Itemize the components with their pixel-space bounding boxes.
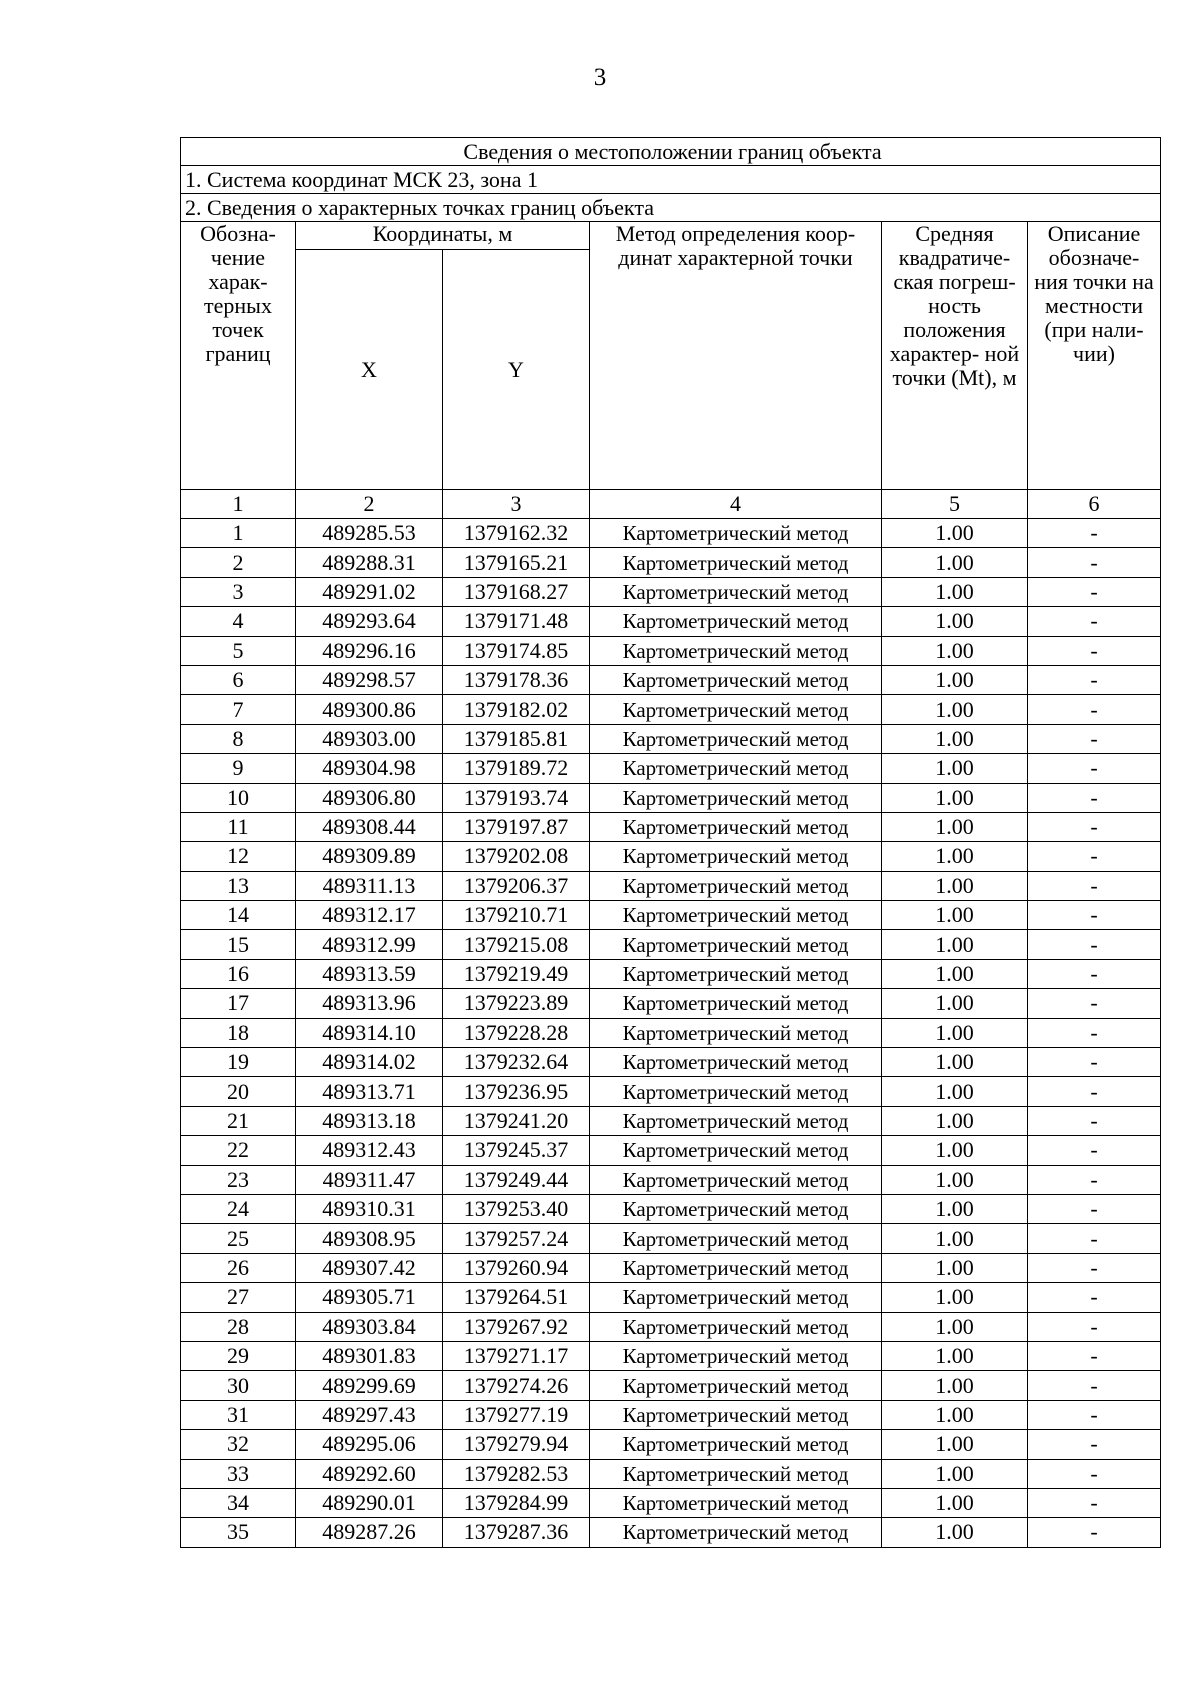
x-coordinate-cell: 489287.26 [296,1518,443,1547]
error-cell: 1.00 [882,1488,1028,1517]
x-coordinate-cell: 489313.71 [296,1077,443,1106]
error-cell: 1.00 [882,901,1028,930]
error-cell: 1.00 [882,1136,1028,1165]
y-coordinate-cell: 1379274.26 [443,1371,590,1400]
x-coordinate-cell: 489301.83 [296,1341,443,1370]
method-cell: Картометрический метод [590,1430,882,1459]
error-cell: 1.00 [882,930,1028,959]
error-cell: 1.00 [882,1430,1028,1459]
table-row [181,1488,1161,1517]
method-cell: Картометрический метод [590,1224,882,1253]
table-row [181,812,1161,841]
method-cell: Картометрический метод [590,1136,882,1165]
method-cell: Картометрический метод [590,1283,882,1312]
table-row [181,783,1161,812]
point-number-cell: 33 [181,1459,296,1488]
y-coordinate-cell: 1379282.53 [443,1459,590,1488]
point-number-cell: 31 [181,1400,296,1429]
column-number: 3 [443,490,590,519]
header-method: Метод определения коор- динат характерной точки [590,222,882,490]
x-coordinate-cell: 489314.10 [296,1018,443,1047]
error-cell: 1.00 [882,989,1028,1018]
y-coordinate-cell: 1379171.48 [443,607,590,636]
y-coordinate-cell: 1379241.20 [443,1106,590,1135]
y-coordinate-cell: 1379174.85 [443,636,590,665]
description-cell: - [1028,754,1161,783]
error-cell: 1.00 [882,1312,1028,1341]
error-cell: 1.00 [882,1518,1028,1547]
x-coordinate-cell: 489308.95 [296,1224,443,1253]
point-number-cell: 2 [181,548,296,577]
error-cell: 1.00 [882,1400,1028,1429]
column-number-row [181,490,1161,519]
characteristic-points-section-row: 2. Сведения о характерных точках границ объекта [181,194,1161,222]
description-cell: - [1028,871,1161,900]
point-number-cell: 21 [181,1106,296,1135]
table-row [181,695,1161,724]
description-cell: - [1028,1488,1161,1517]
column-number: 5 [882,490,1028,519]
table-row [181,1194,1161,1223]
x-coordinate-cell: 489313.96 [296,989,443,1018]
table-row [181,989,1161,1018]
error-cell: 1.00 [882,1106,1028,1135]
table-row [181,607,1161,636]
point-number-cell: 6 [181,665,296,694]
table-row [181,1312,1161,1341]
table-row [181,636,1161,665]
header-x: X [296,250,443,490]
description-cell: - [1028,1018,1161,1047]
method-cell: Картометрический метод [590,1048,882,1077]
method-cell: Картометрический метод [590,783,882,812]
x-coordinate-cell: 489313.18 [296,1106,443,1135]
table-row [181,1077,1161,1106]
point-number-cell: 17 [181,989,296,1018]
point-number-cell: 19 [181,1048,296,1077]
x-coordinate-cell: 489298.57 [296,665,443,694]
x-coordinate-cell: 489310.31 [296,1194,443,1223]
table-row [181,1341,1161,1370]
x-coordinate-cell: 489309.89 [296,842,443,871]
table-row [181,1224,1161,1253]
description-cell: - [1028,1400,1161,1429]
description-cell: - [1028,989,1161,1018]
point-number-cell: 12 [181,842,296,871]
y-coordinate-cell: 1379193.74 [443,783,590,812]
table-row [181,1400,1161,1429]
method-cell: Картометрический метод [590,519,882,548]
error-cell: 1.00 [882,1194,1028,1223]
point-number-cell: 9 [181,754,296,783]
description-cell: - [1028,695,1161,724]
y-coordinate-cell: 1379249.44 [443,1165,590,1194]
header-mean-square-error: Средняя квадратиче- ская погреш- ность положения характер- ной точки (Mt), м [882,222,1028,490]
table-row [181,724,1161,753]
column-number: 1 [181,490,296,519]
header-y: Y [443,250,590,490]
table-row [181,930,1161,959]
error-cell: 1.00 [882,1371,1028,1400]
y-coordinate-cell: 1379267.92 [443,1312,590,1341]
method-cell: Картометрический метод [590,1371,882,1400]
point-number-cell: 34 [181,1488,296,1517]
point-number-cell: 3 [181,577,296,606]
y-coordinate-cell: 1379206.37 [443,871,590,900]
y-coordinate-cell: 1379189.72 [443,754,590,783]
y-coordinate-cell: 1379215.08 [443,930,590,959]
table-row [181,1136,1161,1165]
header-description: Описание обозначе- ния точки на местности (при нали- чии) [1028,222,1161,490]
method-cell: Картометрический метод [590,607,882,636]
description-cell: - [1028,519,1161,548]
x-coordinate-cell: 489293.64 [296,607,443,636]
y-coordinate-cell: 1379178.36 [443,665,590,694]
column-number: 2 [296,490,443,519]
method-cell: Картометрический метод [590,1018,882,1047]
error-cell: 1.00 [882,607,1028,636]
table-row [181,754,1161,783]
table-row [181,1253,1161,1282]
x-coordinate-cell: 489288.31 [296,548,443,577]
header-coordinates: Координаты, м [296,222,590,250]
method-cell: Картометрический метод [590,1106,882,1135]
description-cell: - [1028,1165,1161,1194]
x-coordinate-cell: 489292.60 [296,1459,443,1488]
description-cell: - [1028,724,1161,753]
description-cell: - [1028,1518,1161,1547]
point-number-cell: 32 [181,1430,296,1459]
y-coordinate-cell: 1379232.64 [443,1048,590,1077]
error-cell: 1.00 [882,1165,1028,1194]
method-cell: Картометрический метод [590,901,882,930]
point-number-cell: 4 [181,607,296,636]
description-cell: - [1028,1283,1161,1312]
y-coordinate-cell: 1379264.51 [443,1283,590,1312]
boundary-points-table [180,137,1161,1548]
point-number-cell: 24 [181,1194,296,1223]
point-number-cell: 8 [181,724,296,753]
error-cell: 1.00 [882,1341,1028,1370]
header-point-designation: Обозна- чение харак- терных точек границ [181,222,296,490]
point-number-cell: 27 [181,1283,296,1312]
table-row [181,1371,1161,1400]
point-number-cell: 22 [181,1136,296,1165]
x-coordinate-cell: 489297.43 [296,1400,443,1429]
y-coordinate-cell: 1379260.94 [443,1253,590,1282]
description-cell: - [1028,783,1161,812]
y-coordinate-cell: 1379253.40 [443,1194,590,1223]
method-cell: Картометрический метод [590,1518,882,1547]
point-number-cell: 20 [181,1077,296,1106]
method-cell: Картометрический метод [590,695,882,724]
method-cell: Картометрический метод [590,989,882,1018]
method-cell: Картометрический метод [590,1312,882,1341]
x-coordinate-cell: 489305.71 [296,1283,443,1312]
description-cell: - [1028,959,1161,988]
description-cell: - [1028,1106,1161,1135]
x-coordinate-cell: 489314.02 [296,1048,443,1077]
table-row [181,1518,1161,1547]
table-row [181,1430,1161,1459]
description-cell: - [1028,1253,1161,1282]
error-cell: 1.00 [882,1077,1028,1106]
method-cell: Картометрический метод [590,930,882,959]
table-row [181,1283,1161,1312]
method-cell: Картометрический метод [590,959,882,988]
description-cell: - [1028,636,1161,665]
table-row [181,842,1161,871]
point-number-cell: 5 [181,636,296,665]
table-row [181,871,1161,900]
x-coordinate-cell: 489296.16 [296,636,443,665]
table-row [181,577,1161,606]
table-row [181,665,1161,694]
method-cell: Картометрический метод [590,754,882,783]
page-number: 3 [593,64,607,91]
y-coordinate-cell: 1379202.08 [443,842,590,871]
x-coordinate-cell: 489291.02 [296,577,443,606]
x-coordinate-cell: 489311.47 [296,1165,443,1194]
point-number-cell: 15 [181,930,296,959]
table-row [181,959,1161,988]
description-cell: - [1028,901,1161,930]
column-number: 4 [590,490,882,519]
x-coordinate-cell: 489312.43 [296,1136,443,1165]
y-coordinate-cell: 1379165.21 [443,548,590,577]
x-coordinate-cell: 489312.17 [296,901,443,930]
y-coordinate-cell: 1379271.17 [443,1341,590,1370]
x-coordinate-cell: 489311.13 [296,871,443,900]
error-cell: 1.00 [882,724,1028,753]
error-cell: 1.00 [882,1253,1028,1282]
error-cell: 1.00 [882,1283,1028,1312]
x-coordinate-cell: 489307.42 [296,1253,443,1282]
method-cell: Картометрический метод [590,548,882,577]
table-row [181,901,1161,930]
description-cell: - [1028,930,1161,959]
y-coordinate-cell: 1379279.94 [443,1430,590,1459]
y-coordinate-cell: 1379197.87 [443,812,590,841]
error-cell: 1.00 [882,548,1028,577]
y-coordinate-cell: 1379210.71 [443,901,590,930]
x-coordinate-cell: 489285.53 [296,519,443,548]
method-cell: Картометрический метод [590,1341,882,1370]
y-coordinate-cell: 1379182.02 [443,695,590,724]
y-coordinate-cell: 1379284.99 [443,1488,590,1517]
method-cell: Картометрический метод [590,842,882,871]
y-coordinate-cell: 1379219.49 [443,959,590,988]
x-coordinate-cell: 489304.98 [296,754,443,783]
point-number-cell: 23 [181,1165,296,1194]
x-coordinate-cell: 489312.99 [296,930,443,959]
point-number-cell: 28 [181,1312,296,1341]
coordinate-system-row: 1. Система координат МСК 23, зона 1 [181,166,1161,194]
description-cell: - [1028,1430,1161,1459]
table-row [181,1048,1161,1077]
x-coordinate-cell: 489290.01 [296,1488,443,1517]
description-cell: - [1028,665,1161,694]
y-coordinate-cell: 1379228.28 [443,1018,590,1047]
description-cell: - [1028,1077,1161,1106]
method-cell: Картометрический метод [590,577,882,606]
point-number-cell: 7 [181,695,296,724]
table-row [181,1165,1161,1194]
point-number-cell: 30 [181,1371,296,1400]
error-cell: 1.00 [882,812,1028,841]
point-number-cell: 14 [181,901,296,930]
method-cell: Картометрический метод [590,871,882,900]
error-cell: 1.00 [882,636,1028,665]
x-coordinate-cell: 489303.84 [296,1312,443,1341]
point-number-cell: 29 [181,1341,296,1370]
point-number-cell: 35 [181,1518,296,1547]
method-cell: Картометрический метод [590,1165,882,1194]
error-cell: 1.00 [882,1018,1028,1047]
error-cell: 1.00 [882,1224,1028,1253]
y-coordinate-cell: 1379287.36 [443,1518,590,1547]
y-coordinate-cell: 1379245.37 [443,1136,590,1165]
method-cell: Картометрический метод [590,665,882,694]
method-cell: Картометрический метод [590,1459,882,1488]
point-number-cell: 26 [181,1253,296,1282]
error-cell: 1.00 [882,959,1028,988]
x-coordinate-cell: 489313.59 [296,959,443,988]
table-row [181,1106,1161,1135]
y-coordinate-cell: 1379257.24 [443,1224,590,1253]
error-cell: 1.00 [882,665,1028,694]
method-cell: Картометрический метод [590,812,882,841]
point-number-cell: 11 [181,812,296,841]
error-cell: 1.00 [882,1048,1028,1077]
description-cell: - [1028,1341,1161,1370]
point-number-cell: 1 [181,519,296,548]
column-number: 6 [1028,490,1161,519]
point-number-cell: 18 [181,1018,296,1047]
y-coordinate-cell: 1379162.32 [443,519,590,548]
y-coordinate-cell: 1379223.89 [443,989,590,1018]
error-cell: 1.00 [882,842,1028,871]
y-coordinate-cell: 1379168.27 [443,577,590,606]
method-cell: Картометрический метод [590,1077,882,1106]
table-row [181,1459,1161,1488]
y-coordinate-cell: 1379277.19 [443,1400,590,1429]
x-coordinate-cell: 489299.69 [296,1371,443,1400]
x-coordinate-cell: 489308.44 [296,812,443,841]
description-cell: - [1028,1194,1161,1223]
description-cell: - [1028,842,1161,871]
y-coordinate-cell: 1379185.81 [443,724,590,753]
method-cell: Картометрический метод [590,1194,882,1223]
error-cell: 1.00 [882,871,1028,900]
x-coordinate-cell: 489306.80 [296,783,443,812]
error-cell: 1.00 [882,783,1028,812]
error-cell: 1.00 [882,519,1028,548]
method-cell: Картометрический метод [590,724,882,753]
x-coordinate-cell: 489303.00 [296,724,443,753]
point-number-cell: 16 [181,959,296,988]
description-cell: - [1028,577,1161,606]
x-coordinate-cell: 489300.86 [296,695,443,724]
table-row [181,548,1161,577]
table-row [181,1018,1161,1047]
error-cell: 1.00 [882,695,1028,724]
point-number-cell: 10 [181,783,296,812]
description-cell: - [1028,548,1161,577]
method-cell: Картометрический метод [590,1488,882,1517]
description-cell: - [1028,812,1161,841]
x-coordinate-cell: 489295.06 [296,1430,443,1459]
error-cell: 1.00 [882,1459,1028,1488]
description-cell: - [1028,1459,1161,1488]
table-title: Сведения о местоположении границ объекта [181,138,1161,166]
description-cell: - [1028,1312,1161,1341]
table-row [181,519,1161,548]
description-cell: - [1028,607,1161,636]
description-cell: - [1028,1224,1161,1253]
point-number-cell: 25 [181,1224,296,1253]
error-cell: 1.00 [882,754,1028,783]
description-cell: - [1028,1371,1161,1400]
method-cell: Картометрический метод [590,1400,882,1429]
method-cell: Картометрический метод [590,636,882,665]
description-cell: - [1028,1136,1161,1165]
point-number-cell: 13 [181,871,296,900]
description-cell: - [1028,1048,1161,1077]
method-cell: Картометрический метод [590,1253,882,1282]
error-cell: 1.00 [882,577,1028,606]
y-coordinate-cell: 1379236.95 [443,1077,590,1106]
